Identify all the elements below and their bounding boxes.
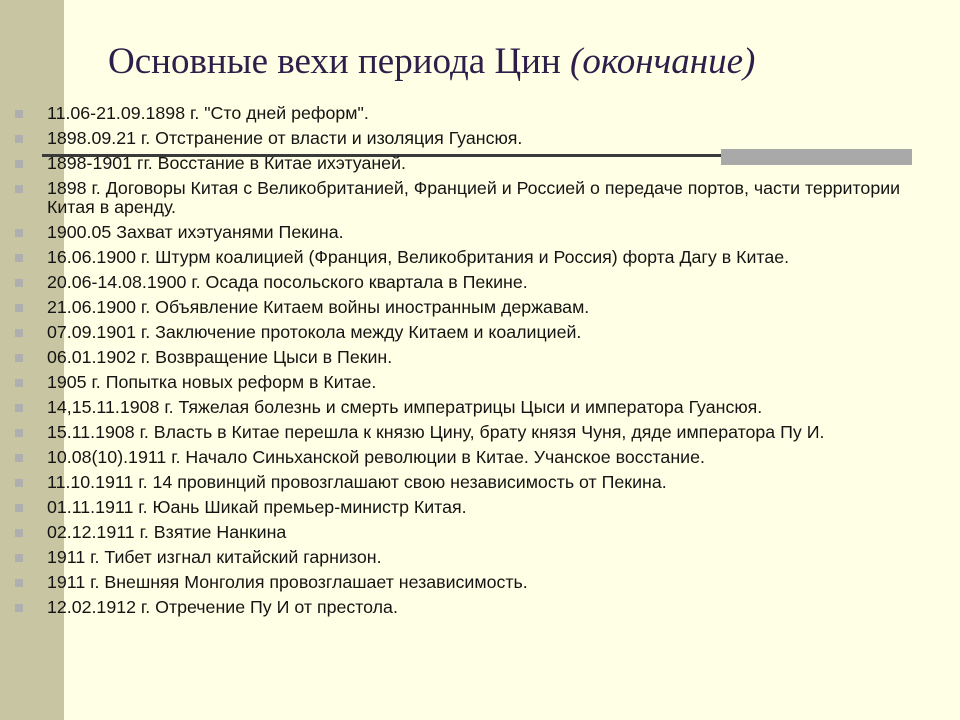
event-text: 11.06-21.09.1898 г. "Сто дней реформ". <box>47 103 369 123</box>
square-bullet-icon <box>15 604 23 612</box>
square-bullet-icon <box>15 379 23 387</box>
event-text: 10.08(10).1911 г. Начало Синьханской революции в Китае. Учанское восстание. <box>47 447 705 467</box>
list-item <box>0 298 940 317</box>
event-text: 1898-1901 гг. Восстание в Китае ихэтуаней. <box>47 153 406 173</box>
square-bullet-icon <box>15 429 23 437</box>
square-bullet-icon <box>15 554 23 562</box>
square-bullet-icon <box>15 529 23 537</box>
square-bullet-icon <box>15 254 23 262</box>
square-bullet-icon <box>15 160 23 168</box>
title-main: Основные вехи периода Цин <box>108 41 561 82</box>
square-bullet-icon <box>15 454 23 462</box>
square-bullet-icon <box>15 110 23 118</box>
title-subtitle: (окончание) <box>570 41 756 82</box>
square-bullet-icon <box>15 579 23 587</box>
slide-title <box>108 40 755 83</box>
event-text: 11.10.1911 г. 14 провинций провозглашают свою независимость от Пекина. <box>47 472 667 492</box>
list-item <box>0 448 940 467</box>
event-text: 1911 г. Внешняя Монголия провозглашает независимость. <box>47 572 528 592</box>
list-item <box>0 548 940 567</box>
event-text: 1900.05 Захват ихэтуанями Пекина. <box>47 222 344 242</box>
events-list <box>0 104 940 623</box>
list-item <box>0 154 940 173</box>
list-item <box>0 523 940 542</box>
list-item <box>0 373 940 392</box>
event-text: 1898.09.21 г. Отстранение от власти и изоляция Гуансюя. <box>47 128 523 148</box>
square-bullet-icon <box>15 304 23 312</box>
list-item <box>0 473 940 492</box>
list-item <box>0 323 940 342</box>
square-bullet-icon <box>15 404 23 412</box>
square-bullet-icon <box>15 229 23 237</box>
event-text: 14,15.11.1908 г. Тяжелая болезнь и смерть императрицы Цыси и императора Гуансюя. <box>47 397 763 417</box>
event-text: 1898 г. Договоры Китая с Великобританией, Францией и Россией о передаче портов, части территории Китая в аренду. <box>47 178 901 217</box>
list-item <box>0 498 940 517</box>
list-item <box>0 573 940 592</box>
square-bullet-icon <box>15 279 23 287</box>
event-text: 06.01.1902 г. Возвращение Цыси в Пекин. <box>47 347 393 367</box>
square-bullet-icon <box>15 504 23 512</box>
square-bullet-icon <box>15 354 23 362</box>
list-item <box>0 104 940 123</box>
event-text: 01.11.1911 г. Юань Шикай премьер-министр Китая. <box>47 497 467 517</box>
list-item <box>0 248 940 267</box>
event-text: 1905 г. Попытка новых реформ в Китае. <box>47 372 377 392</box>
event-text: 1911 г. Тибет изгнал китайский гарнизон. <box>47 547 382 567</box>
list-item <box>0 273 940 292</box>
list-item <box>0 129 940 148</box>
square-bullet-icon <box>15 329 23 337</box>
list-item <box>0 348 940 367</box>
event-text: 16.06.1900 г. Штурм коалицией (Франция, Великобритания и Россия) форта Дагу в Китае. <box>47 247 790 267</box>
list-item <box>0 223 940 242</box>
event-text: 21.06.1900 г. Объявление Китаем войны иностранным державам. <box>47 297 590 317</box>
event-text: 20.06-14.08.1900 г. Осада посольского квартала в Пекине. <box>47 272 528 292</box>
square-bullet-icon <box>15 135 23 143</box>
list-item <box>0 398 940 417</box>
list-item <box>0 423 940 442</box>
square-bullet-icon <box>15 479 23 487</box>
event-text: 12.02.1912 г. Отречение Пу И от престола. <box>47 597 398 617</box>
event-text: 02.12.1911 г. Взятие Нанкина <box>47 522 287 542</box>
square-bullet-icon <box>15 185 23 193</box>
event-text: 07.09.1901 г. Заключение протокола между Китаем и коалицией. <box>47 322 582 342</box>
event-text: 15.11.1908 г. Власть в Китае перешла к князю Цину, брату князя Чуня, дяде императора Пу И. <box>47 422 825 442</box>
list-item <box>0 598 940 617</box>
list-item <box>0 179 940 217</box>
